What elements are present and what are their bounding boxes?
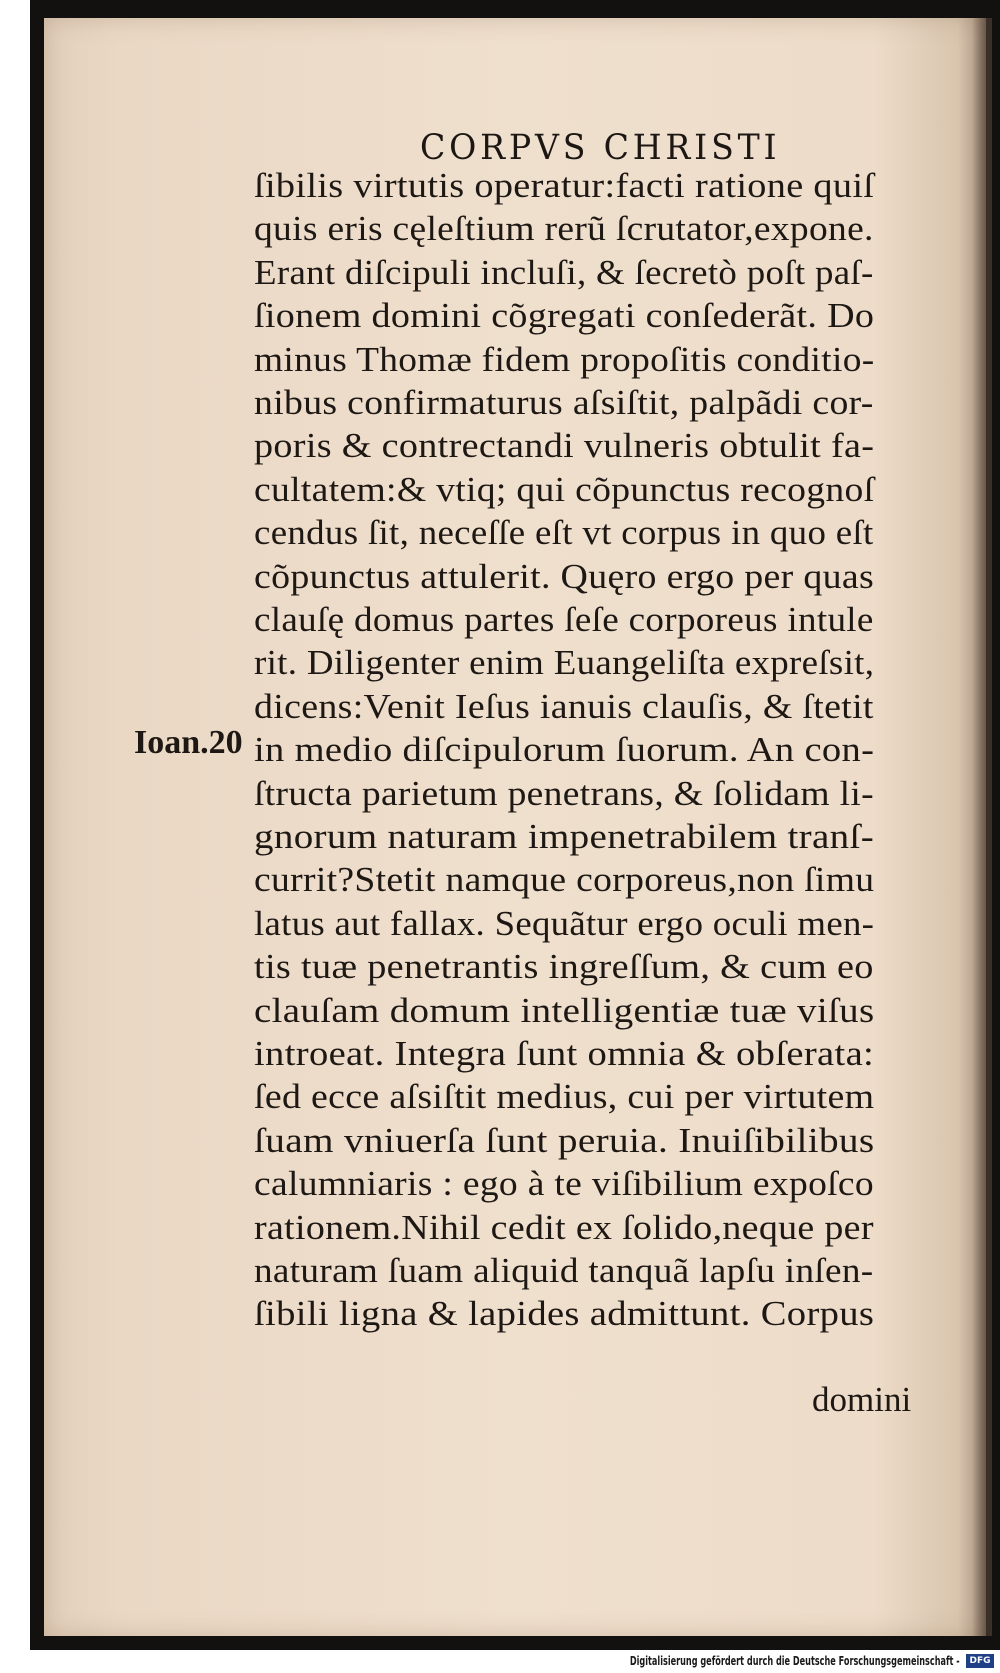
text-line: ſibili ligna & lapides admittunt. Corpus <box>254 1294 875 1334</box>
text-line: rationem.Nihil cedit ex ſolido,neque per <box>254 1207 874 1247</box>
text-line: gnorum naturam impenetrabilem tranſ- <box>254 817 875 856</box>
text-line: in medio diſcipulorum ſuorum. An con- <box>254 730 875 770</box>
text-line: latus aut fallax. Sequãtur ergo oculi men- <box>254 903 875 943</box>
text-line: ſionem domini cõgregati conſederãt. Do <box>254 296 875 336</box>
catchword: domini <box>812 1380 912 1419</box>
text-line: Erant diſcipuli incluſi, & ſecretò poſt paſ- <box>254 252 874 292</box>
text-line: clauſam domum intelligentiæ tuæ viſus <box>254 990 875 1030</box>
footer-credit: Digitalisierung gefördert durch die Deutsche Forschungsgemeinschaft - <box>630 1654 960 1668</box>
text-line: ſed ecce aſsiſtit medius, cui per virtutem <box>254 1077 875 1117</box>
text-line: currit?Stetit namque corporeus,non ſimu <box>254 860 875 900</box>
text-line: dicens:Venit Ieſus ianuis clauſis, & ſtetit <box>254 686 874 726</box>
text-line: cultatem:& vtiq; qui cõpunctus recognoſ <box>254 469 875 509</box>
text-line: nibus confirmaturus aſsiſtit, palpãdi cor- <box>254 383 874 422</box>
text-line: introeat. Integra ſunt omnia & obſerata: <box>254 1034 875 1073</box>
text-line: cõpunctus attulerit. Quęro ergo per quas <box>254 556 875 596</box>
text-line: poris & contrectandi vulneris obtulit fa- <box>254 426 875 466</box>
text-line: ſuam vniuerſa ſunt peruia. Inuiſibilibus <box>254 1120 875 1160</box>
dfg-logo: DFG <box>966 1654 994 1668</box>
text-line: cendus ſit, neceſſe eſt vt corpus in quo eſt <box>254 513 874 553</box>
text-line: ſibilis virtutis operatur:facti ratione quiſ <box>254 166 875 205</box>
text-line: calumniaris : ego à te viſibilium expoſco <box>254 1164 875 1204</box>
text-line: quis eris cęleſtium rerũ ſcrutator,expone. <box>254 209 874 249</box>
text-line: ſtructa parietum penetrans, & ſolidam li- <box>254 773 874 813</box>
text-line: tis tuæ penetrantis ingreſſum, & cum eo <box>254 947 874 987</box>
text-line: clauſę domus partes ſeſe corporeus intule <box>254 600 874 639</box>
running-head: CORPVS CHRISTI <box>420 128 781 168</box>
page-edge-shadow <box>972 18 986 1636</box>
text-line: naturam ſuam aliquid tanquã lapſu inſen- <box>254 1251 874 1290</box>
margin-note: Ioan.20 <box>134 724 243 761</box>
text-line: minus Thomæ fidem propoſitis conditio- <box>254 339 875 379</box>
text-line: rit. Diligenter enim Euangeliſta expreſsit, <box>254 643 875 683</box>
